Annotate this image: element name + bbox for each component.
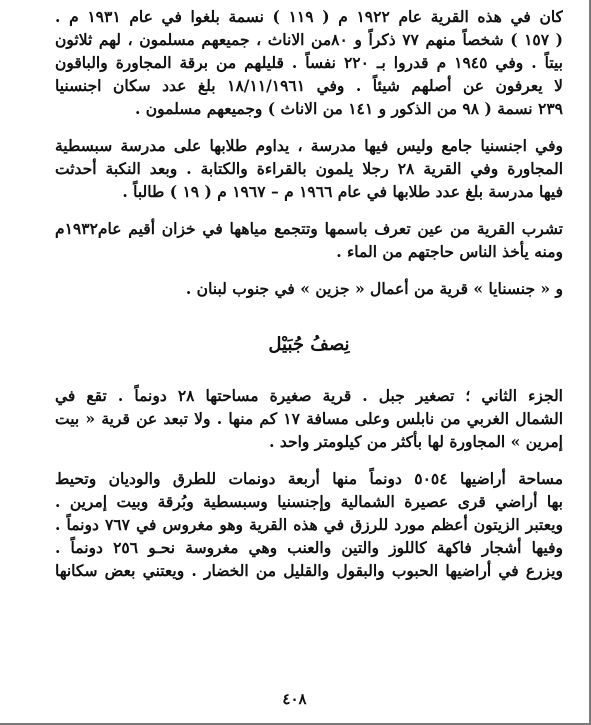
paragraph-gap bbox=[55, 203, 563, 217]
text-line: وفيها أشجار فاكهة كاللوز والتين والعنب وهي مغروسة نحـو ٢٥٦ دونماً . bbox=[55, 538, 563, 557]
paragraph-gap bbox=[55, 120, 563, 134]
text-line: ٢٣٩ نسمة ( ٩٨ من الذكور و ١٤١ من الاناث ) وجميعهم مسلمون . bbox=[134, 99, 563, 118]
text-line: إمرين » المجاورة لها بأكثر من كيلومتر واحد . bbox=[269, 432, 563, 451]
text-line: المجاورة وفي القرية ٢٨ رجلا يلمون بالقراءة والكتابة . وبعد النكبة أحدثت bbox=[55, 159, 563, 178]
text-line: ( ١٥٧ ) شخصاً منهم ٧٧ ذكراً و ٨٠من الاناث ، جميعهم مسلمون ، لهم ثلاثون bbox=[55, 30, 563, 49]
text-line: مساحة أراضيها ٥٠٥٤ دونماً منها أربعة دونمات للطرق والوديان وتحيط bbox=[55, 469, 563, 488]
text-line: ومنه يأخذ الناس حاجتهم من الماء . bbox=[336, 242, 563, 261]
paragraph-land bbox=[55, 467, 563, 582]
paragraph-gap bbox=[55, 453, 563, 467]
paragraph-village-intro bbox=[55, 384, 563, 453]
text-line: ويعتبر الزيتون أعظم مورد للرزق في هذه القرية وهو مغروس في ٧٦٧ دونماً . bbox=[55, 515, 563, 534]
paragraph-population bbox=[55, 5, 563, 120]
text-line: كان في هذه القرية عام ١٩٢٢ م ( ١١٩ ) نسمة بلغوا في عام ١٩٣١ م . bbox=[55, 7, 563, 26]
paragraph-lebanon-note bbox=[55, 277, 563, 300]
text-line: الجزء الثاني ؛ تصغير جبل . قرية صغيرة مساحتها ٢٨ دونماً . تقع في bbox=[55, 386, 563, 405]
section-heading: نِصفُ جُبَيْل bbox=[268, 334, 350, 355]
text-line: بها أراضي قرى عصيرة الشمالية وإجنسنيا وسبسطية وبُرقة وبيت إمرين . bbox=[55, 492, 563, 511]
page-content bbox=[55, 5, 563, 582]
text-line: بيتاً . وفي ١٩٤٥ م قدروا بـ ٢٢٠ نفساً . قليلهم من برقة المجاورة والباقون bbox=[55, 53, 563, 72]
text-line: فيها مدرسة بلغ عدد طلابها في عام ١٩٦٦ م – ١٩٦٧ م ( ١٩ ) طالباً . bbox=[122, 182, 563, 201]
text-line: لا يعرفون عن أصلهم شيئاً . وفي ١٨/١١/١٩٦١ بلغ عدد سكان اجنسنيا bbox=[55, 76, 563, 95]
paragraph-education bbox=[55, 134, 563, 203]
page-number: ٤٠٨ bbox=[282, 690, 307, 708]
text-line: تشرب القرية من عين تعرف باسمها وتتجمع مياهها في خزان أقيم عام١٩٣٢م bbox=[55, 219, 563, 238]
text-line: الشمال الغربي من نابلس وعلى مسافة ١٧ كم منها . ولا تبعد عن قرية « بيت bbox=[55, 409, 563, 428]
text-line: ويزرع في أراضيها الحبوب والبقول والقليل من الخضار . ويعتني بعض سكانها bbox=[55, 561, 563, 580]
text-line: وفي اجنسنيا جامع وليس فيها مدرسة ، يداوم طلابها على مدرسة سبسطية bbox=[55, 136, 563, 155]
text-line: و « جنسنايا » قرية من أعمال « جزين » في جنوب لبنان . bbox=[185, 279, 563, 298]
paragraph-water bbox=[55, 217, 563, 263]
paragraph-gap bbox=[55, 263, 563, 277]
